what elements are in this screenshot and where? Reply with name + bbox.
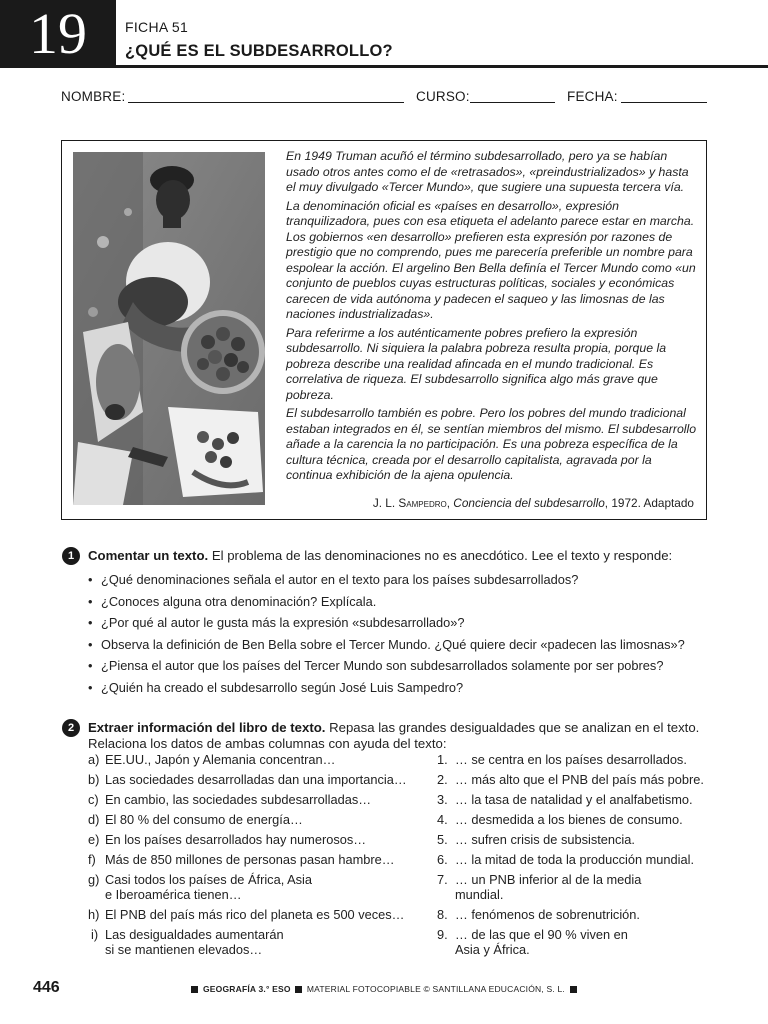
reading-paragraph: En 1949 Truman acuñó el término subdesarrollado, pero ya se habían usado otros antes como el de «retrasados», «preindustrializados» y hasta el muy divulgado «Tercer Mundo», que sugiere una supuesta tercera vía.: [286, 149, 689, 194]
square-icon: [191, 986, 198, 993]
question-item: • ¿Quién ha creado el subdesarrollo según José Luis Sampedro?: [88, 680, 728, 702]
left-column: [88, 752, 418, 962]
reading-text: [286, 149, 698, 487]
question-item: • ¿Por qué al autor le gusta más la expresión «subdesarrollado»?: [88, 615, 728, 637]
left-item: h) El PNB del país más rico del planeta es 500 veces…: [88, 907, 405, 922]
page-number: 446: [33, 979, 60, 996]
right-item: 8. … fenómenos de sobrenutrición.: [437, 907, 640, 922]
header-rule: [116, 65, 768, 68]
footer: GEOGRAFÍA 3.° ESO MATERIAL FOTOCOPIABLE © SANTILLANA EDUCACIÓN, S. L.: [0, 984, 768, 994]
left-item: e) En los países desarrollados hay numerosos…: [88, 832, 367, 847]
left-item: f) Más de 850 millones de personas pasan hambre…: [88, 852, 395, 867]
reading-paragraph: La denominación oficial es «países en desarrollo», expresión tranquilizadora, pues con esa etiqueta el adelanto parece estar en marcha. Los gobiernos «en desarrollo» prefieren esta expresión por razones de prestigio que no comprendo, pues me parecería preferible un nombre para espolear la acción. El argelino Ben Bella definía el Tercer Mundo como «un conjunto de pueblos cuyas estructuras políticas, sociales y económicas carecen de vida autónoma y padecen el saqueo y las limosnas de las naciones industrializadas».: [286, 198, 696, 321]
page-title: ¿QUÉ ES EL SUBDESARROLLO?: [125, 42, 393, 60]
right-item: 7. … un PNB inferior al de la media mundial.: [437, 872, 642, 902]
citation-work: Conciencia del subdesarrollo: [453, 496, 605, 510]
market-woman-photo: [73, 152, 265, 505]
nombre-field[interactable]: [128, 102, 404, 103]
square-icon: [570, 986, 577, 993]
left-item: i) Las desigualdades aumentarán si se mantienen elevados…: [91, 927, 284, 957]
fecha-label: FECHA:: [567, 89, 618, 104]
unit-number: 19: [0, 0, 116, 68]
left-item: g) Casi todos los países de África, Asia e Iberoamérica tienen…: [88, 872, 312, 902]
ficha-label: FICHA 51: [125, 19, 189, 35]
curso-label: CURSO:: [416, 89, 470, 104]
right-item: 1. … se centra en los países desarrollados.: [437, 752, 687, 767]
curso-field[interactable]: [470, 102, 555, 103]
exercise-2-heading: Extraer información del libro de texto. Repasa las grandes desigualdades que se analizan en el texto.: [88, 720, 700, 735]
nombre-label: NOMBRE:: [61, 89, 126, 104]
exercise-2-subinstruction: Relaciona los datos de ambas columnas con ayuda del texto:: [88, 736, 447, 751]
question-item: • ¿Qué denominaciones señala el autor en el texto para los países subdesarrollados?: [88, 572, 728, 594]
right-item: 4. … desmedida a los bienes de consumo.: [437, 812, 683, 827]
left-item: c) En cambio, las sociedades subdesarrolladas…: [88, 792, 372, 807]
question-item: • Observa la definición de Ben Bella sobre el Tercer Mundo. ¿Qué quiere decir «padecen las limosnas»?: [88, 637, 728, 659]
citation: J. L. Sampedro, Conciencia del subdesarrollo, 1972. Adaptado: [372, 496, 694, 510]
left-item: a) EE.UU., Japón y Alemania concentran…: [88, 752, 336, 767]
citation-author: Sampedro: [398, 496, 447, 510]
left-item: b) Las sociedades desarrolladas dan una importancia…: [88, 772, 407, 787]
exercise-1-questions: [88, 572, 728, 701]
exercise-1-heading: Comentar un texto. El problema de las denominaciones no es anecdótico. Lee el texto y responde:: [88, 548, 673, 563]
right-item: 9. … de las que el 90 % viven en Asia y África.: [437, 927, 628, 957]
right-item: 6. … la mitad de toda la producción mundial.: [437, 852, 695, 867]
reading-box: [61, 140, 707, 520]
right-item: 2. … más alto que el PNB del país más pobre.: [437, 772, 704, 787]
question-item: • ¿Conoces alguna otra denominación? Explícala.: [88, 594, 728, 616]
square-icon: [295, 986, 302, 993]
reading-paragraph: Para referirme a los auténticamente pobres prefiero la expresión subdesarrollo. Ni siquiera la palabra pobreza resulta propia, porque la pobreza describe una realidad afincada en el mundo tradicional. Es correlativa de riqueza. El subdesarrollo significa algo más grave que pobreza.: [286, 325, 667, 402]
question-item: • ¿Piensa el autor que los países del Tercer Mundo son subdesarrollados solamente por ser pobres?: [88, 658, 728, 680]
exercise-1-badge: 1: [62, 547, 80, 565]
left-item: d) El 80 % del consumo de energía…: [88, 812, 303, 827]
right-item: 5. … sufren crisis de subsistencia.: [437, 832, 635, 847]
right-column: [437, 752, 737, 962]
fecha-field[interactable]: [621, 102, 707, 103]
right-item: 3. … la tasa de natalidad y el analfabetismo.: [437, 792, 693, 807]
exercise-2-badge: 2: [62, 719, 80, 737]
reading-paragraph: El subdesarrollo también es pobre. Pero los pobres del mundo tradicional estaban integrados en él, se sentían miembros del mismo. El subdesarrollo añade a la carencia la no participación. Es una pobreza específica de la cultura técnica, creada por el desarrollo capitalista, agravada por la continua exhibición de la ajena opulencia.: [286, 406, 697, 482]
